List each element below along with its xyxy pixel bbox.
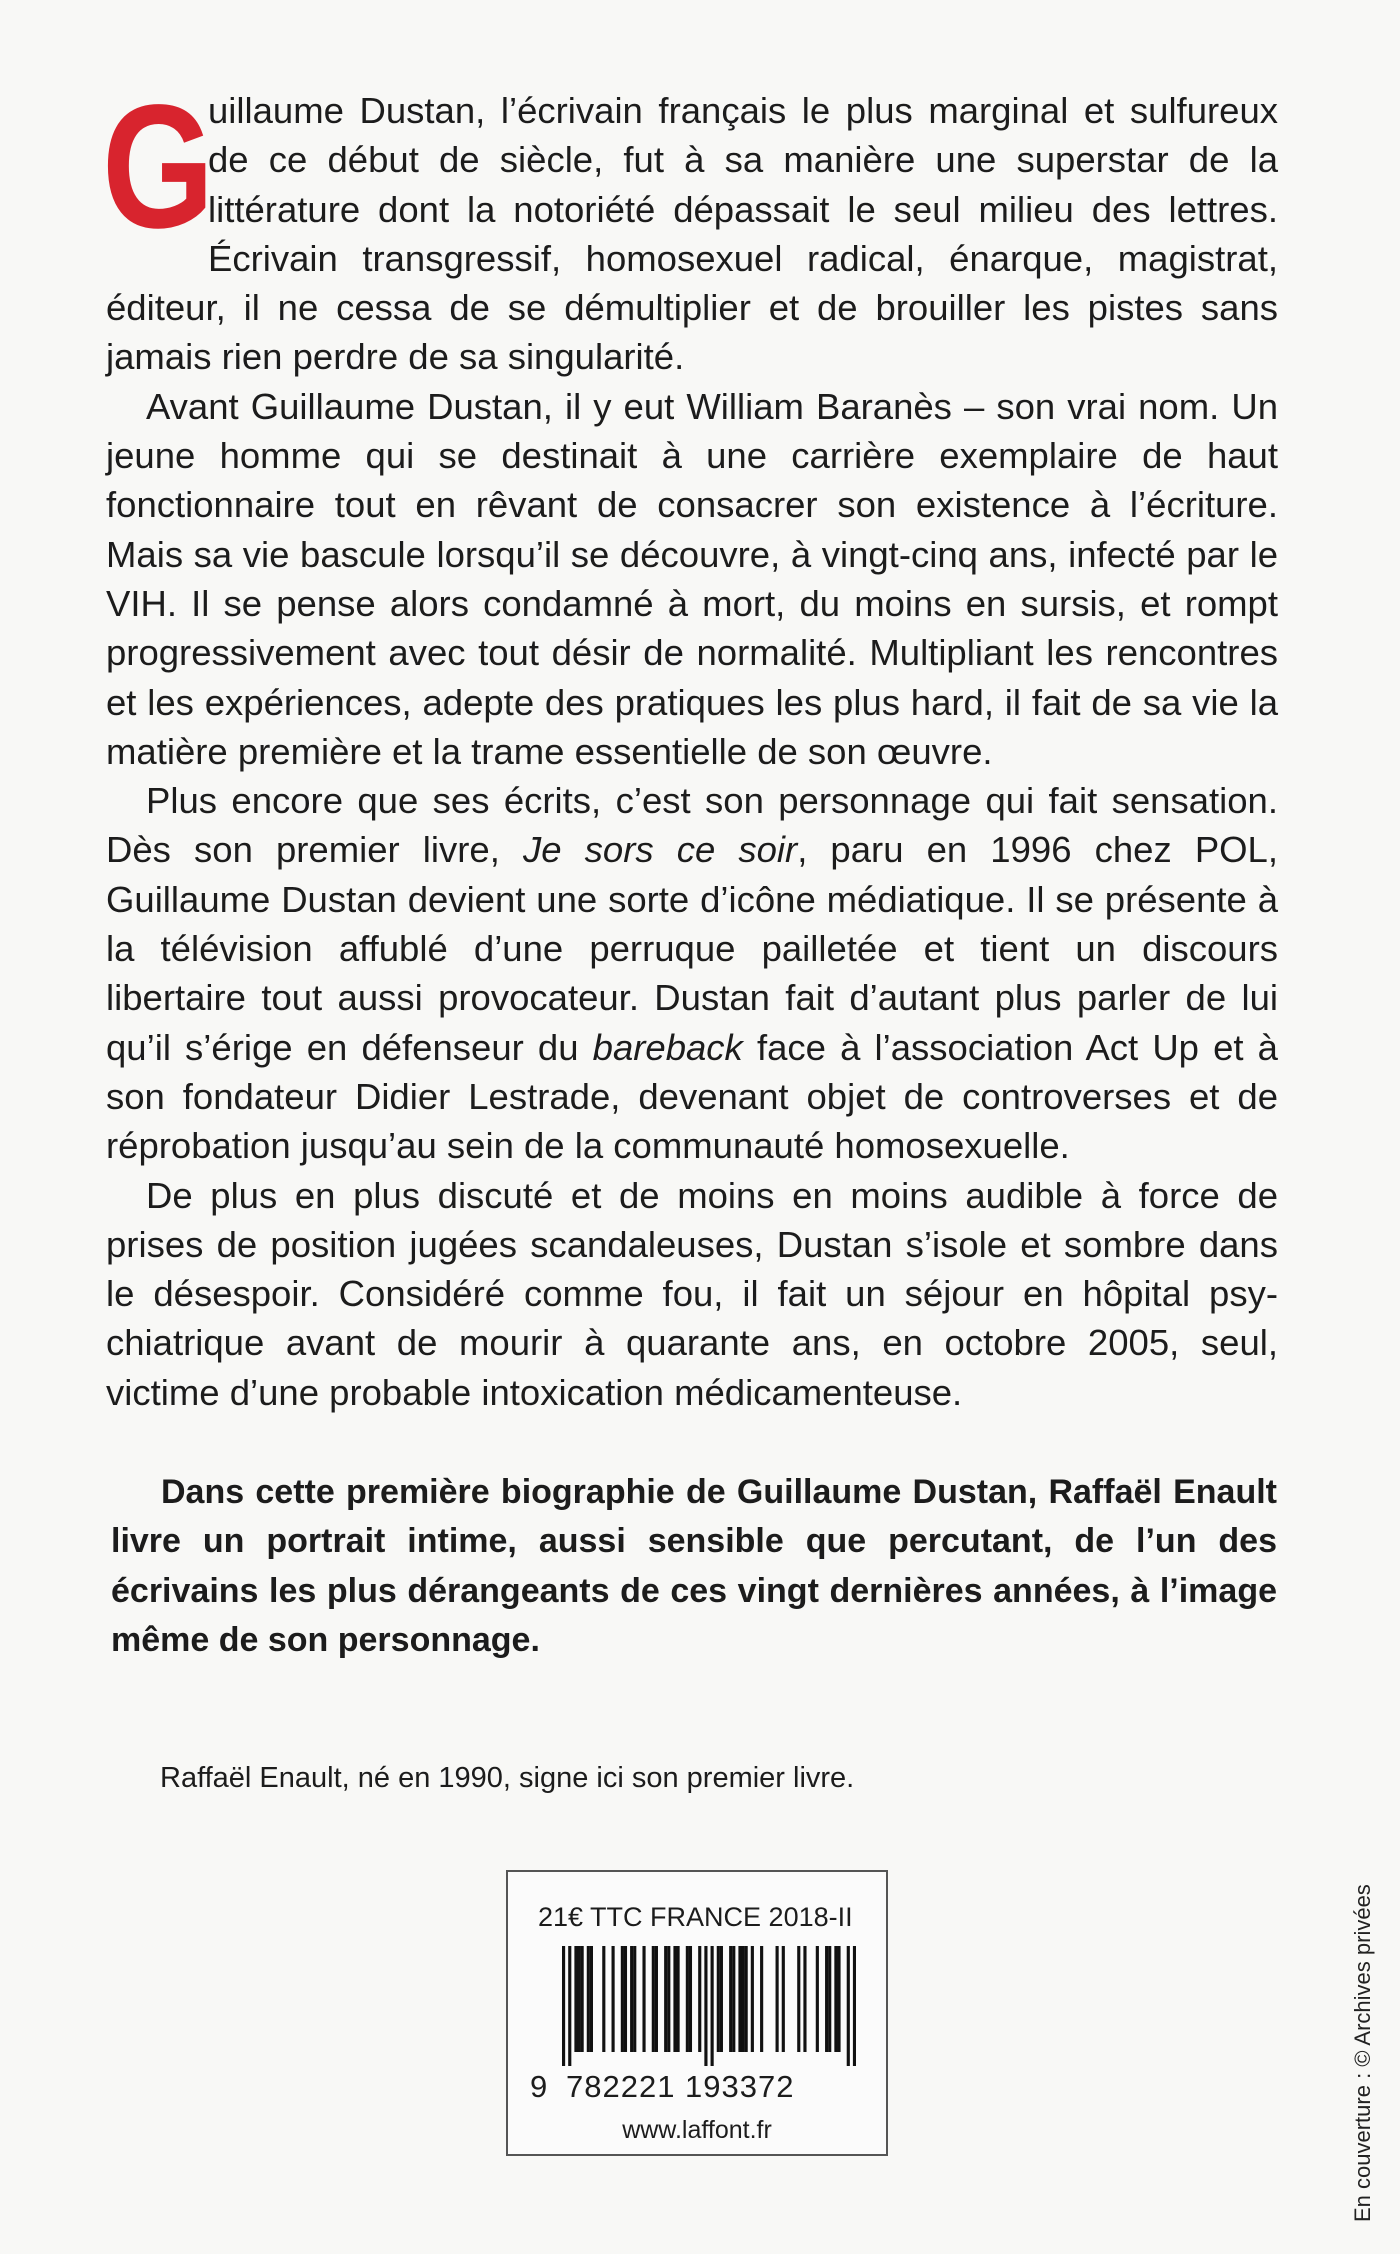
paragraph-2: Avant Guillaume Dustan, il y eut William Baranès – son vrai nom. Un jeune homme qui se destinait à une carrière exemplaire de haut fonctionnaire tout en rêvant de consacrer son existence à l’écriture. Mais sa vie bascule lorsqu’il se découvre, à vingt-cinq ans, infecté par le VIH. Il se pense alors condamné à mort, du moins en sursis, et rompt progressivement avec tout désir de normalité. Multipliant les rencontres et les expériences, adepte des pratiques les plus hard, il fait de sa vie la matière première et la trame essentielle de son œuvre.	[106, 385, 1278, 772]
drop-cap: G	[102, 69, 215, 265]
paragraph-3	[106, 776, 1278, 1170]
barcode-bar	[741, 1946, 744, 2052]
barcode-bar	[655, 1946, 658, 2052]
barcode-bar	[652, 1946, 655, 2052]
barcode-bar	[732, 1946, 735, 2052]
barcode-bar	[797, 1946, 800, 2052]
barcode-bar	[612, 1946, 615, 2052]
barcode-bar	[717, 1946, 720, 2052]
barcode-bar	[837, 1946, 840, 2052]
barcode-bar	[562, 1946, 565, 2066]
summary-paragraph: Dans cette première biographie de Guillaume Dustan, Raffaël Enault livre un portrait intime, aussi sensible que percutant, de l’un des écrivains les plus dérangeants de ces vingt dernières années, à l’image même de son personnage.	[111, 1473, 1277, 1659]
barcode-bar	[828, 1946, 831, 2052]
paragraph-3-part-c: face à l’association Act Up et à son fondateur Didier Lestrade, devenant objet de controverses et de réprobation jusqu’au sein de la communauté homosexuelle.	[106, 1026, 1278, 1167]
barcode-bar	[776, 1946, 779, 2052]
barcode-bar	[729, 1946, 732, 2052]
paragraph-1	[102, 69, 1278, 382]
barcode-bar	[602, 1946, 605, 2052]
barcode-bar	[587, 1946, 590, 2052]
barcode-bar	[803, 1946, 806, 2052]
barcode-bar	[621, 1946, 624, 2052]
barcode-bar	[711, 1946, 714, 2066]
term-italic: bareback	[592, 1026, 743, 1068]
barcode-bar	[633, 1946, 636, 2052]
paragraph-1-text: uillaume Dustan, l’écrivain français le plus marginal et sulfureux de ce début de siècle, fut à sa manière une superstar de la littérature dont la notoriété dépassait le seul milieu des lettres. Écrivain transgressif, homosexuel radical, énarque, magistrat, éditeur, il ne cessa de se démultiplier et de brouiller les pistes sans jamais rien perdre de sa singularité.	[106, 90, 1278, 378]
barcode-bar	[853, 1946, 856, 2066]
barcode-bar	[577, 1946, 580, 2052]
barcode-bar	[590, 1946, 593, 2052]
book-title-italic: Je sors ce soir	[522, 829, 798, 871]
barcode-box	[506, 1870, 888, 2156]
barcode-bar	[574, 1946, 577, 2052]
barcode-bar	[834, 1946, 837, 2052]
barcode-bar	[825, 1946, 828, 2052]
barcode-bar	[847, 1946, 850, 2066]
barcode-bar	[664, 1946, 667, 2052]
barcode-bar	[686, 1946, 689, 2052]
barcode-bar	[720, 1946, 723, 2052]
paragraph-3-part-a: Plus encore que ses écrits, c’est son personnage qui fait sensation. Dès son premier livre,	[106, 780, 1278, 871]
paragraph-3-part-b: , paru en 1996 chez POL, Guillaume Dustan devient une sorte d’icône médiatique. Il se présente à la télévision affublé d’une perruque pailletée et tient un discours libertaire tout aussi provocateur. Dustan fait d’autant plus parler de lui qu’il s’érige en défenseur du	[106, 829, 1278, 1068]
barcode-bar	[745, 1946, 748, 2052]
barcode-bar	[816, 1946, 819, 2052]
barcode-bar	[568, 1946, 571, 2066]
barcode-bar	[677, 1946, 680, 2052]
ean-first-digit: 9	[530, 2069, 548, 2104]
barcode-bar	[667, 1946, 670, 2052]
cover-credit: En couverture : © Archives privées	[1350, 1884, 1375, 2222]
barcode-bar	[782, 1946, 785, 2052]
barcode-bar	[673, 1946, 676, 2052]
barcode-image	[562, 1946, 856, 2066]
author-note: Raffaël Enault, né en 1990, signe ici son premier livre.	[160, 1762, 855, 1794]
barcode-bar	[689, 1946, 692, 2052]
barcode-bar	[698, 1946, 701, 2052]
barcode-bar	[704, 1946, 707, 2066]
barcode-bar	[630, 1946, 633, 2052]
synopsis-text	[102, 69, 1278, 1417]
price-label: 21€ TTC FRANCE 2018-II	[538, 1902, 853, 1932]
barcode-bar	[751, 1946, 754, 2052]
ean-digits: 782221 193372	[566, 2069, 795, 2104]
barcode-bar	[642, 1946, 645, 2052]
barcode-bar	[581, 1946, 584, 2052]
barcode-bar	[738, 1946, 741, 2052]
paragraph-4: De plus en plus discuté et de moins en moins audible à force de prises de position jugées scandaleuses, Dustan s’isole et sombre dans le désespoir. Considéré comme fou, il fait un séjour en hôpital psychiatrique avant de mourir à quarante ans, en octobre 2005, seul, victime d’une probable intoxication médicamenteuse.	[106, 1174, 1278, 1413]
barcode-bar	[624, 1946, 627, 2052]
barcode-bar	[760, 1946, 763, 2052]
publisher-website: www.laffont.fr	[622, 2116, 772, 2144]
